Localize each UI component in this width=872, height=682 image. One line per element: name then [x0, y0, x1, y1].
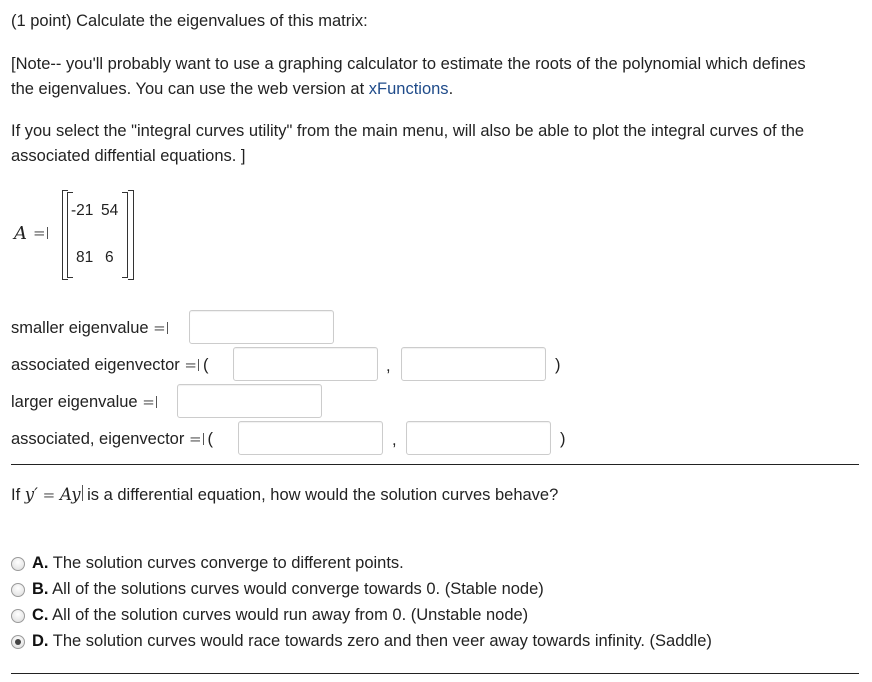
option-d-text: The solution curves would race towards zero and then veer away towards infinity. (Saddle) — [48, 632, 712, 650]
matrix-A — [60, 190, 140, 282]
smaller-eigenvalue-input[interactable] — [189, 310, 334, 344]
eigenvector-2-x-input[interactable] — [238, 421, 383, 455]
cursor-bar — [203, 433, 204, 445]
option-c-text: All of the solution curves would run away from 0. (Unstable node) — [48, 606, 529, 624]
matrix-cell-1-1: -21 — [71, 202, 94, 219]
utility-line-1: If you select the "integral curves utility" from the main menu, will also be able to plot the integral curves of the — [11, 122, 805, 140]
question-y-prime: y′ — [24, 485, 38, 504]
matrix-equals-sign: = — [33, 224, 46, 242]
question-text — [11, 483, 558, 507]
eigenvector-2-comma: , — [392, 431, 397, 449]
eigenvector-1-comma: , — [386, 357, 391, 375]
cursor-bar — [156, 396, 157, 408]
question-suffix: is a differential equation, how would the solution curves behave? — [82, 486, 559, 504]
larger-eigenvalue-label — [11, 390, 157, 414]
option-a-radio[interactable] — [11, 557, 25, 571]
matrix-cell-2-2: 6 — [105, 249, 114, 266]
matrix-label: A — [14, 223, 27, 244]
question-equals: = — [37, 486, 60, 504]
option-d-label[interactable] — [32, 629, 712, 653]
smaller-equals: = — [153, 319, 166, 337]
smaller-eigenvalue-label — [11, 316, 168, 340]
eigenvector-1-x-input[interactable] — [233, 347, 378, 381]
option-a-text: The solution curves converge to different points. — [48, 554, 404, 572]
eigenvector-1-text: associated eigenvector — [11, 356, 180, 374]
cursor-bar — [198, 359, 199, 371]
option-d-radio[interactable] — [11, 635, 25, 649]
option-a-label[interactable] — [32, 551, 404, 575]
option-b-letter: B. — [32, 580, 49, 598]
note-line-2 — [11, 77, 453, 101]
question-ay: Ay — [59, 485, 81, 504]
eigenvector-2-equals: = — [188, 430, 202, 448]
eigenvector-1-close-paren: ) — [555, 356, 561, 374]
option-b-label[interactable] — [32, 577, 544, 601]
matrix-right-bracket-outer — [128, 190, 134, 280]
eigenvector-1-y-input[interactable] — [401, 347, 546, 381]
eigenvector-1-open-paren: ( — [202, 356, 209, 374]
eigenvector-2-y-input[interactable] — [406, 421, 551, 455]
option-c-letter: C. — [32, 606, 49, 624]
cursor-bar — [47, 227, 48, 239]
problem-intro: (1 point) Calculate the eigenvalues of this matrix: — [11, 12, 368, 30]
matrix-equals — [33, 224, 48, 242]
smaller-eigenvalue-text: smaller eigenvalue — [11, 319, 149, 337]
matrix-cell-2-1: 81 — [76, 249, 94, 266]
utility-line-2: associated diffential equations. ] — [11, 147, 246, 165]
cursor-bar — [167, 322, 168, 334]
larger-eigenvalue-input[interactable] — [177, 384, 322, 418]
option-c-label[interactable] — [32, 603, 528, 627]
eigenvector-1-equals: = — [184, 356, 197, 374]
larger-equals: = — [142, 393, 155, 411]
larger-eigenvalue-text: larger eigenvalue — [11, 393, 138, 411]
option-d-letter: D. — [32, 632, 49, 650]
eigenvector-2-text: associated, eigenvector — [11, 430, 185, 448]
note-text: the eigenvalues. You can use the web version at — [11, 80, 369, 98]
xfunctions-link[interactable]: xFunctions — [368, 80, 449, 98]
option-b-radio[interactable] — [11, 583, 25, 597]
matrix-cell-1-2: 54 — [101, 202, 119, 219]
question-prefix: If — [11, 486, 25, 504]
eigenvector-2-close-paren: ) — [560, 430, 566, 448]
bottom-divider — [11, 673, 859, 674]
eigenvector-1-label — [11, 353, 208, 377]
note-line-1: [Note-- you'll probably want to use a graphing calculator to estimate the roots of the polynomial which defines — [11, 55, 806, 73]
note-period: . — [448, 80, 454, 98]
eigenvector-2-label — [11, 427, 213, 451]
option-b-text: All of the solutions curves would converge towards 0. (Stable node) — [48, 580, 544, 598]
option-a-letter: A. — [32, 554, 49, 572]
eigenvector-2-open-paren: ( — [207, 430, 214, 448]
option-c-radio[interactable] — [11, 609, 25, 623]
section-divider — [11, 464, 859, 465]
